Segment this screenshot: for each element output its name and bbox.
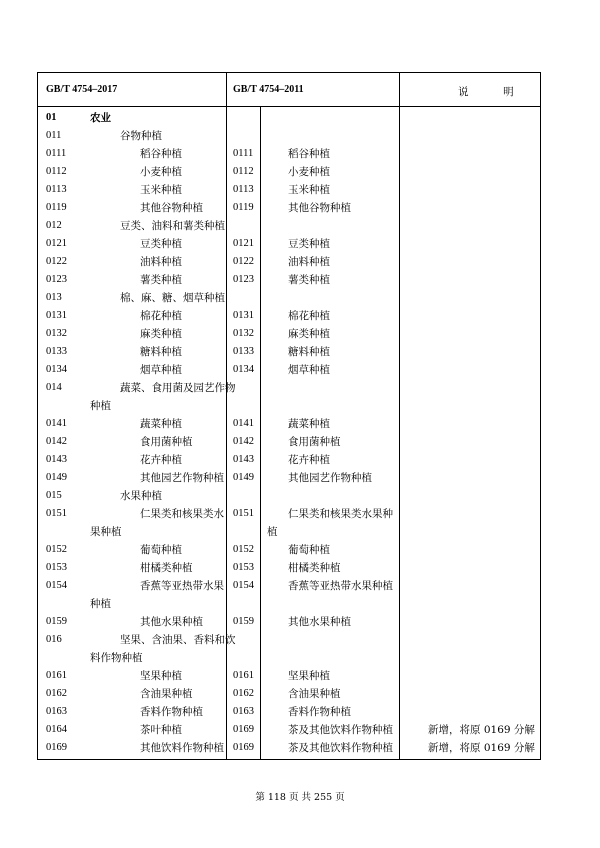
- table-row: [38, 235, 540, 253]
- old-name: 薯类种植: [288, 274, 330, 286]
- table-row: [38, 631, 540, 667]
- new-name: 坚果、含油果、香料和饮: [120, 634, 236, 646]
- header-old-standard: GB/T 4754–2011: [233, 84, 304, 95]
- new-code: 011: [46, 130, 62, 141]
- new-code: 012: [46, 220, 62, 231]
- note: 新增，将原 0169 分解: [428, 742, 535, 754]
- new-name: 谷物种植: [120, 130, 162, 142]
- new-name: 柑橘类种植: [140, 562, 193, 574]
- new-name: 麻类种植: [140, 328, 182, 340]
- new-name: 水果种植: [120, 490, 162, 502]
- new-code: 016: [46, 634, 62, 645]
- old-name: 仁果类和核果类水果种: [288, 508, 393, 520]
- table-row: [38, 685, 540, 703]
- new-code: 0142: [46, 436, 67, 447]
- old-name: 香料作物种植: [288, 706, 351, 718]
- table-row: [38, 343, 540, 361]
- table-row: [38, 253, 540, 271]
- table-row: [38, 469, 540, 487]
- table-row: [38, 433, 540, 451]
- old-code: 0162: [233, 688, 254, 699]
- old-name: 花卉种植: [288, 454, 330, 466]
- new-name: 豆类种植: [140, 238, 182, 250]
- new-name: 香蕉等亚热带水果: [140, 580, 224, 592]
- new-code: 0141: [46, 418, 67, 429]
- table-row: [38, 415, 540, 433]
- new-code: 0164: [46, 724, 67, 735]
- table-row: [38, 505, 540, 541]
- old-name: 豆类种植: [288, 238, 330, 250]
- new-name: 玉米种植: [140, 184, 182, 196]
- old-code: 0134: [233, 364, 254, 375]
- old-code: 0153: [233, 562, 254, 573]
- new-name: 棉花种植: [140, 310, 182, 322]
- table-row: [38, 163, 540, 181]
- table-row: [38, 199, 540, 217]
- new-code: 0132: [46, 328, 67, 339]
- table-row: [38, 307, 540, 325]
- new-code: 0119: [46, 202, 67, 213]
- old-code: 0122: [233, 256, 254, 267]
- old-name: 小麦种植: [288, 166, 330, 178]
- new-code: 0143: [46, 454, 67, 465]
- new-name: 其他谷物种植: [140, 202, 203, 214]
- new-code: 0134: [46, 364, 67, 375]
- new-name: 薯类种植: [140, 274, 182, 286]
- old-name: 其他园艺作物种植: [288, 472, 372, 484]
- old-code: 0111: [233, 148, 254, 159]
- old-name: 食用菌种植: [288, 436, 341, 448]
- new-name: 其他水果种植: [140, 616, 203, 628]
- new-name: 油料种植: [140, 256, 182, 268]
- old-code: 0141: [233, 418, 254, 429]
- old-code: 0169: [233, 724, 254, 735]
- table-row: [38, 721, 540, 739]
- new-name: 蔬菜种植: [140, 418, 182, 430]
- old-name: 含油果种植: [288, 688, 341, 700]
- old-code: 0163: [233, 706, 254, 717]
- new-code: 0153: [46, 562, 67, 573]
- table-header: [38, 73, 540, 107]
- table-row: [38, 613, 540, 631]
- old-name: 坚果种植: [288, 670, 330, 682]
- table-row: [38, 703, 540, 721]
- new-name: 葡萄种植: [140, 544, 182, 556]
- old-name: 烟草种植: [288, 364, 330, 376]
- old-name: 油料种植: [288, 256, 330, 268]
- new-code: 0111: [46, 148, 67, 159]
- old-name-continued: 植: [267, 526, 278, 538]
- old-name: 麻类种植: [288, 328, 330, 340]
- new-name: 糖料种植: [140, 346, 182, 358]
- old-code: 0119: [233, 202, 254, 213]
- header-new-standard: GB/T 4754–2017: [46, 84, 118, 95]
- new-name: 其他园艺作物种植: [140, 472, 224, 484]
- old-name: 其他水果种植: [288, 616, 351, 628]
- table-row: [38, 379, 540, 415]
- new-name: 其他饮料作物种植: [140, 742, 224, 754]
- comparison-table: [37, 72, 541, 760]
- old-name: 茶及其他饮料作物种植: [288, 742, 393, 754]
- new-name-continued: 果种植: [90, 526, 122, 538]
- new-name: 坚果种植: [140, 670, 182, 682]
- old-name: 葡萄种植: [288, 544, 330, 556]
- new-name: 花卉种植: [140, 454, 182, 466]
- new-code: 01: [46, 112, 57, 123]
- old-code: 0154: [233, 580, 254, 591]
- old-code: 0112: [233, 166, 254, 177]
- table-row: [38, 577, 540, 613]
- new-code: 0112: [46, 166, 67, 177]
- new-code: 0163: [46, 706, 67, 717]
- new-code: 0149: [46, 472, 67, 483]
- new-code: 0113: [46, 184, 67, 195]
- new-name: 香料作物种植: [140, 706, 203, 718]
- old-name: 玉米种植: [288, 184, 330, 196]
- new-name: 茶叶种植: [140, 724, 182, 736]
- new-code: 0131: [46, 310, 67, 321]
- old-name: 茶及其他饮料作物种植: [288, 724, 393, 736]
- old-code: 0133: [233, 346, 254, 357]
- table-row: [38, 217, 540, 235]
- new-code: 015: [46, 490, 62, 501]
- new-name: 小麦种植: [140, 166, 182, 178]
- old-code: 0169: [233, 742, 254, 753]
- page-footer: 第 118 页 共 255 页: [255, 792, 345, 803]
- note: 新增，将原 0169 分解: [428, 724, 535, 736]
- old-code: 0132: [233, 328, 254, 339]
- new-code: 0154: [46, 580, 67, 591]
- table-row: [38, 325, 540, 343]
- table-row: [38, 361, 540, 379]
- old-code: 0142: [233, 436, 254, 447]
- old-code: 0123: [233, 274, 254, 285]
- new-code: 0122: [46, 256, 67, 267]
- new-code: 0151: [46, 508, 67, 519]
- new-name-continued: 种植: [90, 598, 111, 610]
- table-row: [38, 451, 540, 469]
- old-name: 柑橘类种植: [288, 562, 341, 574]
- old-name: 蔬菜种植: [288, 418, 330, 430]
- table-row: [38, 289, 540, 307]
- old-code: 0151: [233, 508, 254, 519]
- new-code: 0162: [46, 688, 67, 699]
- old-code: 0149: [233, 472, 254, 483]
- old-name: 其他谷物种植: [288, 202, 351, 214]
- header-note: 说 明: [458, 87, 530, 98]
- new-code: 0161: [46, 670, 67, 681]
- new-name-continued: 料作物种植: [90, 652, 143, 664]
- new-code: 0121: [46, 238, 67, 249]
- old-name: 稻谷种植: [288, 148, 330, 160]
- table-row: [38, 271, 540, 289]
- new-code: 0159: [46, 616, 67, 627]
- old-code: 0113: [233, 184, 254, 195]
- table-row: [38, 127, 540, 145]
- table-row: [38, 181, 540, 199]
- table-row: [38, 541, 540, 559]
- new-code: 0123: [46, 274, 67, 285]
- new-name: 蔬菜、食用菌及园艺作物: [120, 382, 236, 394]
- old-name: 糖料种植: [288, 346, 330, 358]
- new-name: 稻谷种植: [140, 148, 182, 160]
- new-name: 豆类、油料和薯类种植: [120, 220, 225, 232]
- old-code: 0131: [233, 310, 254, 321]
- old-name: 香蕉等亚热带水果种植: [288, 580, 393, 592]
- new-name: 食用菌种植: [140, 436, 193, 448]
- table-row: [38, 667, 540, 685]
- new-name: 含油果种植: [140, 688, 193, 700]
- old-code: 0161: [233, 670, 254, 681]
- table-row: [38, 559, 540, 577]
- table-row: [38, 487, 540, 505]
- old-code: 0121: [233, 238, 254, 249]
- new-code: 0169: [46, 742, 67, 753]
- new-code: 0133: [46, 346, 67, 357]
- old-code: 0152: [233, 544, 254, 555]
- table-row: [38, 739, 540, 757]
- new-name: 烟草种植: [140, 364, 182, 376]
- table-row: [38, 145, 540, 163]
- old-name: 棉花种植: [288, 310, 330, 322]
- old-code: 0159: [233, 616, 254, 627]
- new-code: 013: [46, 292, 62, 303]
- new-name: 棉、麻、糖、烟草种植: [120, 292, 225, 304]
- new-code: 0152: [46, 544, 67, 555]
- new-name: 仁果类和核果类水: [140, 508, 224, 520]
- new-name-continued: 种植: [90, 400, 111, 412]
- table-row: [38, 109, 540, 127]
- new-code: 014: [46, 382, 62, 393]
- old-code: 0143: [233, 454, 254, 465]
- new-name: 农业: [90, 112, 111, 124]
